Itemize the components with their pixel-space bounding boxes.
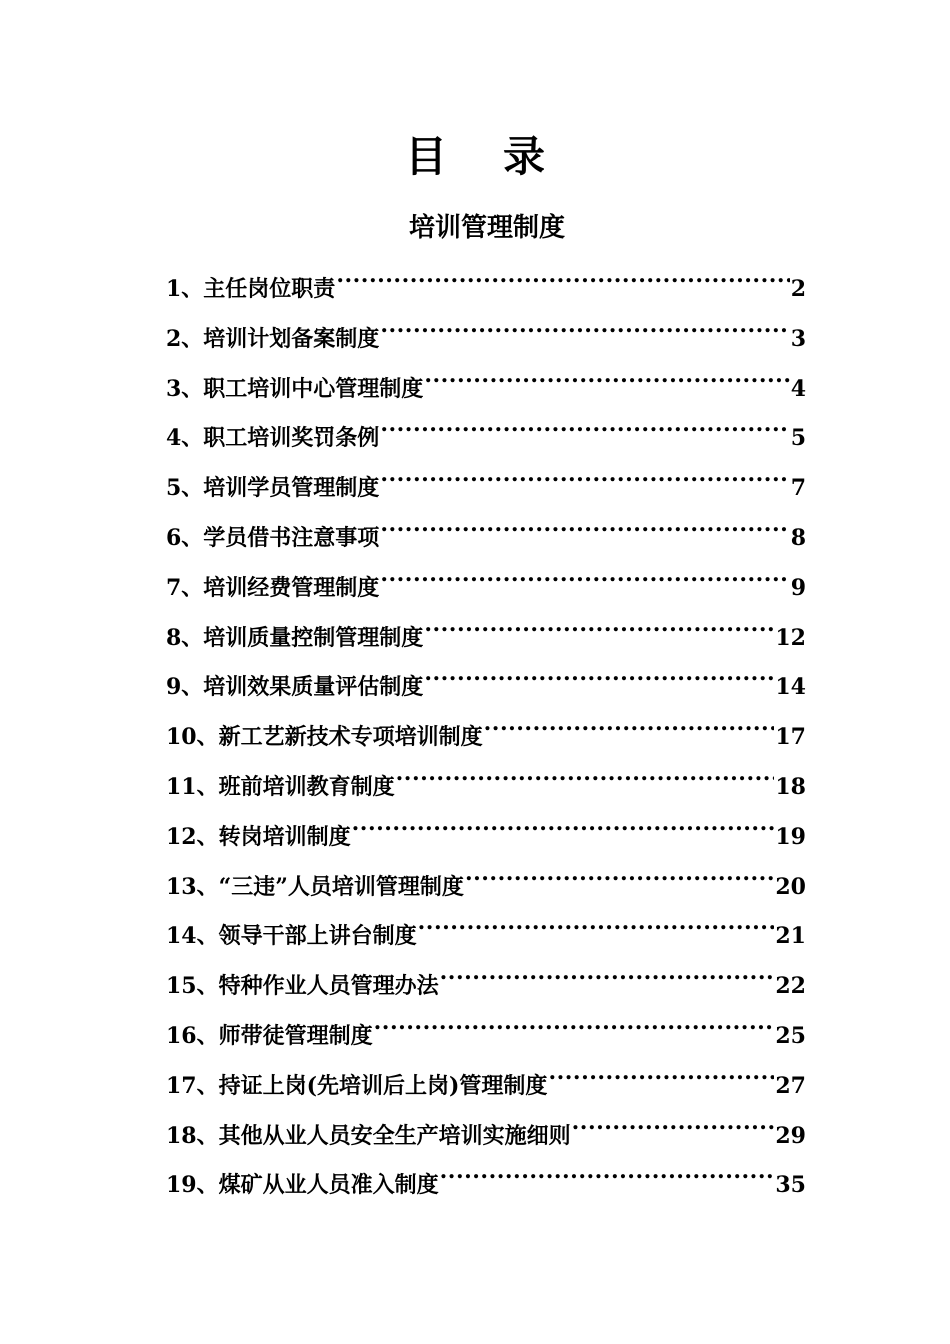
toc-entry-label: 5、培训学员管理制度	[166, 475, 380, 502]
toc-entry-page-number: 27	[775, 1072, 806, 1099]
toc-entry-label: 18、其他从业人员安全生产培训实施细则	[166, 1122, 571, 1149]
toc-dot-leader	[418, 901, 775, 943]
toc-entry[interactable]	[166, 304, 806, 354]
toc-entry-page-number: 5	[790, 425, 806, 452]
toc-entry-page-number: 19	[775, 823, 806, 850]
toc-entry-label: 11、班前培训教育制度	[166, 773, 395, 800]
toc-dot-leader	[352, 802, 775, 844]
toc-entry-page-number: 9	[790, 574, 806, 601]
toc-dot-leader	[440, 951, 775, 993]
toc-entry-page-number: 18	[775, 773, 806, 800]
toc-dot-leader	[424, 354, 789, 396]
toc-entry-label: 9、培训效果质量评估制度	[166, 674, 424, 701]
toc-entry-page-number: 25	[775, 1022, 806, 1049]
toc-entry-label: 10、新工艺新技术专项培训制度	[166, 724, 483, 751]
toc-entry-page-number: 29	[775, 1122, 806, 1149]
section-title: 培训管理制度	[408, 213, 565, 243]
toc-entry[interactable]	[166, 852, 806, 902]
toc-entry[interactable]	[166, 354, 806, 404]
toc-dot-leader	[336, 254, 789, 296]
toc-dot-leader	[380, 453, 789, 495]
toc-entry-label: 1、主任岗位职责	[166, 276, 336, 302]
toc-dot-leader	[380, 403, 789, 445]
toc-entry-label: 7、培训经费管理制度	[166, 574, 380, 601]
toc-entry-page-number: 17	[775, 724, 806, 751]
table-of-contents	[166, 254, 806, 1200]
toc-entry[interactable]	[166, 403, 806, 453]
toc-entry-label: 12、转岗培训制度	[166, 823, 351, 850]
toc-entry-label: 6、学员借书注意事项	[166, 524, 380, 551]
toc-entry-page-number: 3	[790, 325, 806, 352]
toc-entry-label: 2、培训计划备案制度	[166, 325, 380, 352]
toc-entry-label: 19、煤矿从业人员准入制度	[166, 1172, 439, 1199]
toc-dot-leader	[548, 1051, 774, 1093]
toc-entry-page-number: 12	[775, 624, 806, 651]
toc-entry[interactable]	[166, 503, 806, 553]
toc-entry-label: 17、持证上岗(先培训后上岗)管理制度	[166, 1072, 548, 1099]
toc-entry-label: 15、特种作业人员管理办法	[166, 973, 439, 1000]
toc-entry-label: 8、培训质量控制管理制度	[166, 624, 424, 651]
toc-entry-page-number: 35	[775, 1172, 806, 1199]
toc-dot-leader	[396, 752, 775, 794]
toc-dot-leader	[465, 852, 774, 894]
toc-dot-leader	[484, 702, 775, 744]
toc-entry-label: 4、职工培训奖罚条例	[166, 425, 380, 452]
toc-entry[interactable]	[166, 603, 806, 653]
toc-entry-page-number: 21	[775, 923, 806, 950]
toc-dot-leader	[380, 553, 789, 595]
toc-entry[interactable]	[166, 1051, 806, 1101]
toc-dot-leader	[572, 1101, 775, 1143]
toc-entry-page-number: 4	[790, 375, 806, 402]
toc-entry[interactable]	[166, 254, 806, 304]
toc-entry[interactable]	[166, 553, 806, 603]
toc-entry-page-number: 7	[790, 475, 806, 502]
toc-entry[interactable]	[166, 702, 806, 752]
toc-entry-page-number: 2	[790, 276, 806, 302]
toc-entry[interactable]	[166, 1001, 806, 1051]
toc-entry-label: 16、师带徒管理制度	[166, 1022, 373, 1049]
toc-dot-leader	[424, 652, 774, 694]
toc-entry-page-number: 8	[790, 524, 806, 551]
toc-entry-label: 13、“三违”人员培训管理制度	[166, 873, 464, 900]
toc-entry[interactable]	[166, 652, 806, 702]
toc-entry[interactable]	[166, 901, 806, 951]
toc-entry-page-number: 20	[775, 873, 806, 900]
toc-entry[interactable]	[166, 802, 806, 852]
toc-entry-page-number: 14	[775, 674, 806, 701]
toc-dot-leader	[374, 1001, 775, 1043]
toc-entry[interactable]	[166, 752, 806, 802]
toc-dot-leader	[380, 304, 789, 346]
page-title: 目录	[404, 132, 601, 181]
toc-entry-label: 3、职工培训中心管理制度	[166, 375, 424, 402]
toc-entry[interactable]	[166, 453, 806, 503]
toc-entry[interactable]	[166, 1150, 806, 1200]
toc-dot-leader	[380, 503, 789, 545]
toc-entry[interactable]	[166, 1101, 806, 1151]
toc-dot-leader	[424, 603, 774, 645]
toc-entry-label: 14、领导干部上讲台制度	[166, 923, 417, 950]
toc-dot-leader	[440, 1150, 775, 1192]
toc-entry-page-number: 22	[775, 973, 806, 1000]
toc-entry[interactable]	[166, 951, 806, 1001]
